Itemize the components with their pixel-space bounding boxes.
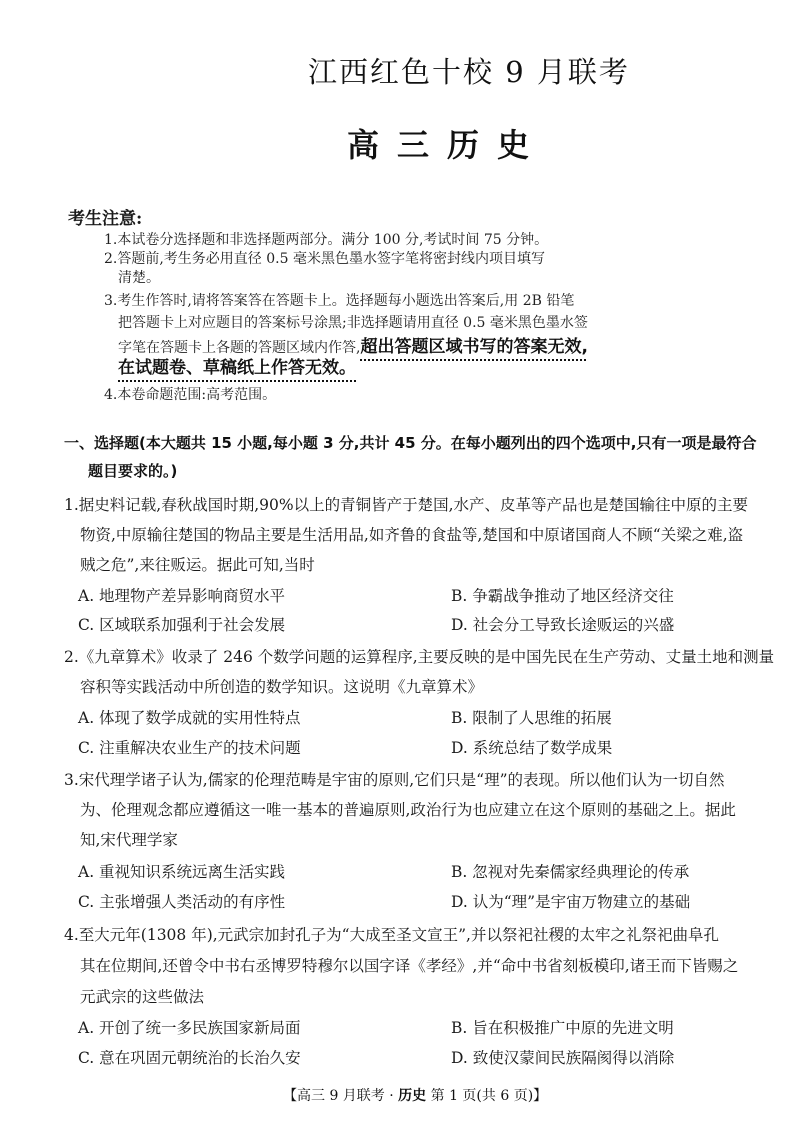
question-3-line-1: 3.宋代理学诸子认为,儒家的伦理范畴是宇宙的原则,它们只是“理”的表现。所以他们认为一切自然	[64, 771, 725, 789]
footer-subject: 历史	[398, 1088, 427, 1104]
section-heading-line2: 题目要求的。)	[88, 462, 178, 480]
question-2-option-c[interactable]: C. 注重解决农业生产的技术问题	[78, 739, 301, 757]
page-footer	[283, 1085, 547, 1105]
question-2-line-2: 容积等实践活动中所创造的数学知识。这说明《九章算术》	[80, 678, 484, 696]
question-2-line-1: 2.《九章算术》收录了 246 个数学问题的运算程序,主要反映的是中国先民在生产劳动、丈量土地和测量	[64, 648, 775, 666]
question-1-line-1: 1.据史料记载,春秋战国时期,90%以上的青铜皆产于楚国,水产、皮革等产品也是楚国输往中原的主要	[64, 496, 749, 514]
question-3-line-3: 知,宋代理学家	[80, 831, 178, 849]
footer-page-number: 第 1 页(共 6 页)】	[426, 1088, 548, 1104]
question-2-option-d[interactable]: D. 系统总结了数学成果	[451, 739, 613, 757]
question-1-line-2: 物资,中原输往楚国的物品主要是生活用品,如齐鲁的食盐等,楚国和中原诸国商人不顾“关梁之难,盗	[80, 526, 744, 544]
question-3-line-2: 为、伦理观念都应遵循这一唯一基本的普遍原则,政治行为也应建立在这个原则的基础之上。据此	[80, 801, 736, 819]
section-heading-line1: 一、选择题(本大题共 15 小题,每小题 3 分,共计 45 分。在每小题列出的四个选项中,只有一项是最符合	[64, 434, 757, 452]
notice-item-3c: 字笔在答题卡上各题的答题区域内作答,	[118, 340, 361, 356]
question-4-option-a[interactable]: A. 开创了统一多民族国家新局面	[78, 1019, 301, 1037]
question-4-line-1: 4.至大元年(1308 年),元武宗加封孔子为“大成至圣文宣王”,并以祭祀社稷的太牢之礼祭祀曲阜孔	[64, 926, 719, 944]
question-3-option-c[interactable]: C. 主张增强人类活动的有序性	[78, 893, 286, 911]
question-4-line-2: 其在位期间,还曾令中书右丞博罗特穆尔以国字译《孝经》,并“命中书省刻板模印,诸王而下皆赐之	[80, 957, 739, 975]
subject-title: 高三历史	[347, 126, 548, 164]
question-1-option-d[interactable]: D. 社会分工导致长途贩运的兴盛	[451, 616, 675, 634]
question-3-option-a[interactable]: A. 重视知识系统远离生活实践	[78, 863, 286, 881]
question-4-option-d[interactable]: D. 致使汉蒙间民族隔阂得以消除	[451, 1049, 675, 1067]
notice-item-1: 1.本试卷分选择题和非选择题两部分。满分 100 分,考试时间 75 分钟。	[104, 232, 549, 248]
question-1-option-a[interactable]: A. 地理物产差异影响商贸水平	[78, 587, 286, 605]
notice-item-3d-emphasis: 在试题卷、草稿纸上作答无效。	[118, 358, 356, 378]
question-4-line-3: 元武宗的这些做法	[80, 988, 205, 1006]
question-2-option-b[interactable]: B. 限制了人思维的拓展	[451, 709, 612, 727]
question-1-option-b[interactable]: B. 争霸战争推动了地区经济交往	[451, 587, 674, 605]
notice-item-4: 4.本卷命题范围:高考范围。	[104, 387, 277, 403]
notice-item-2a: 2.答题前,考生务必用直径 0.5 毫米黑色墨水签字笔将密封线内项目填写	[104, 251, 545, 267]
question-3-option-d[interactable]: D. 认为“理”是宇宙万物建立的基础	[451, 893, 691, 911]
question-4-option-b[interactable]: B. 旨在积极推广中原的先进文明	[451, 1019, 674, 1037]
question-2-option-a[interactable]: A. 体现了数学成就的实用性特点	[78, 709, 301, 727]
exam-title: 江西红色十校 9 月联考	[308, 55, 630, 89]
notice-item-3a: 3.考生作答时,请将答案答在答题卡上。选择题每小题选出答案后,用 2B 铅笔	[104, 293, 575, 309]
notice-item-3b: 把答题卡上对应题目的答案标号涂黑;非选择题请用直径 0.5 毫米黑色墨水签	[118, 315, 588, 331]
question-4-option-c[interactable]: C. 意在巩固元朝统治的长治久安	[78, 1049, 301, 1067]
notice-heading: 考生注意:	[68, 209, 143, 229]
notice-item-3c-emphasis: 超出答题区域书写的答案无效,	[360, 337, 588, 357]
question-1-option-c[interactable]: C. 区域联系加强利于社会发展	[78, 616, 286, 634]
notice-item-2b: 清楚。	[118, 270, 160, 286]
footer-exam-label: 【高三 9 月联考 ·	[283, 1088, 399, 1104]
question-3-option-b[interactable]: B. 忽视对先秦儒家经典理论的传承	[451, 863, 690, 881]
question-1-line-3: 贼之危”,来往贩运。据此可知,当时	[80, 556, 315, 574]
